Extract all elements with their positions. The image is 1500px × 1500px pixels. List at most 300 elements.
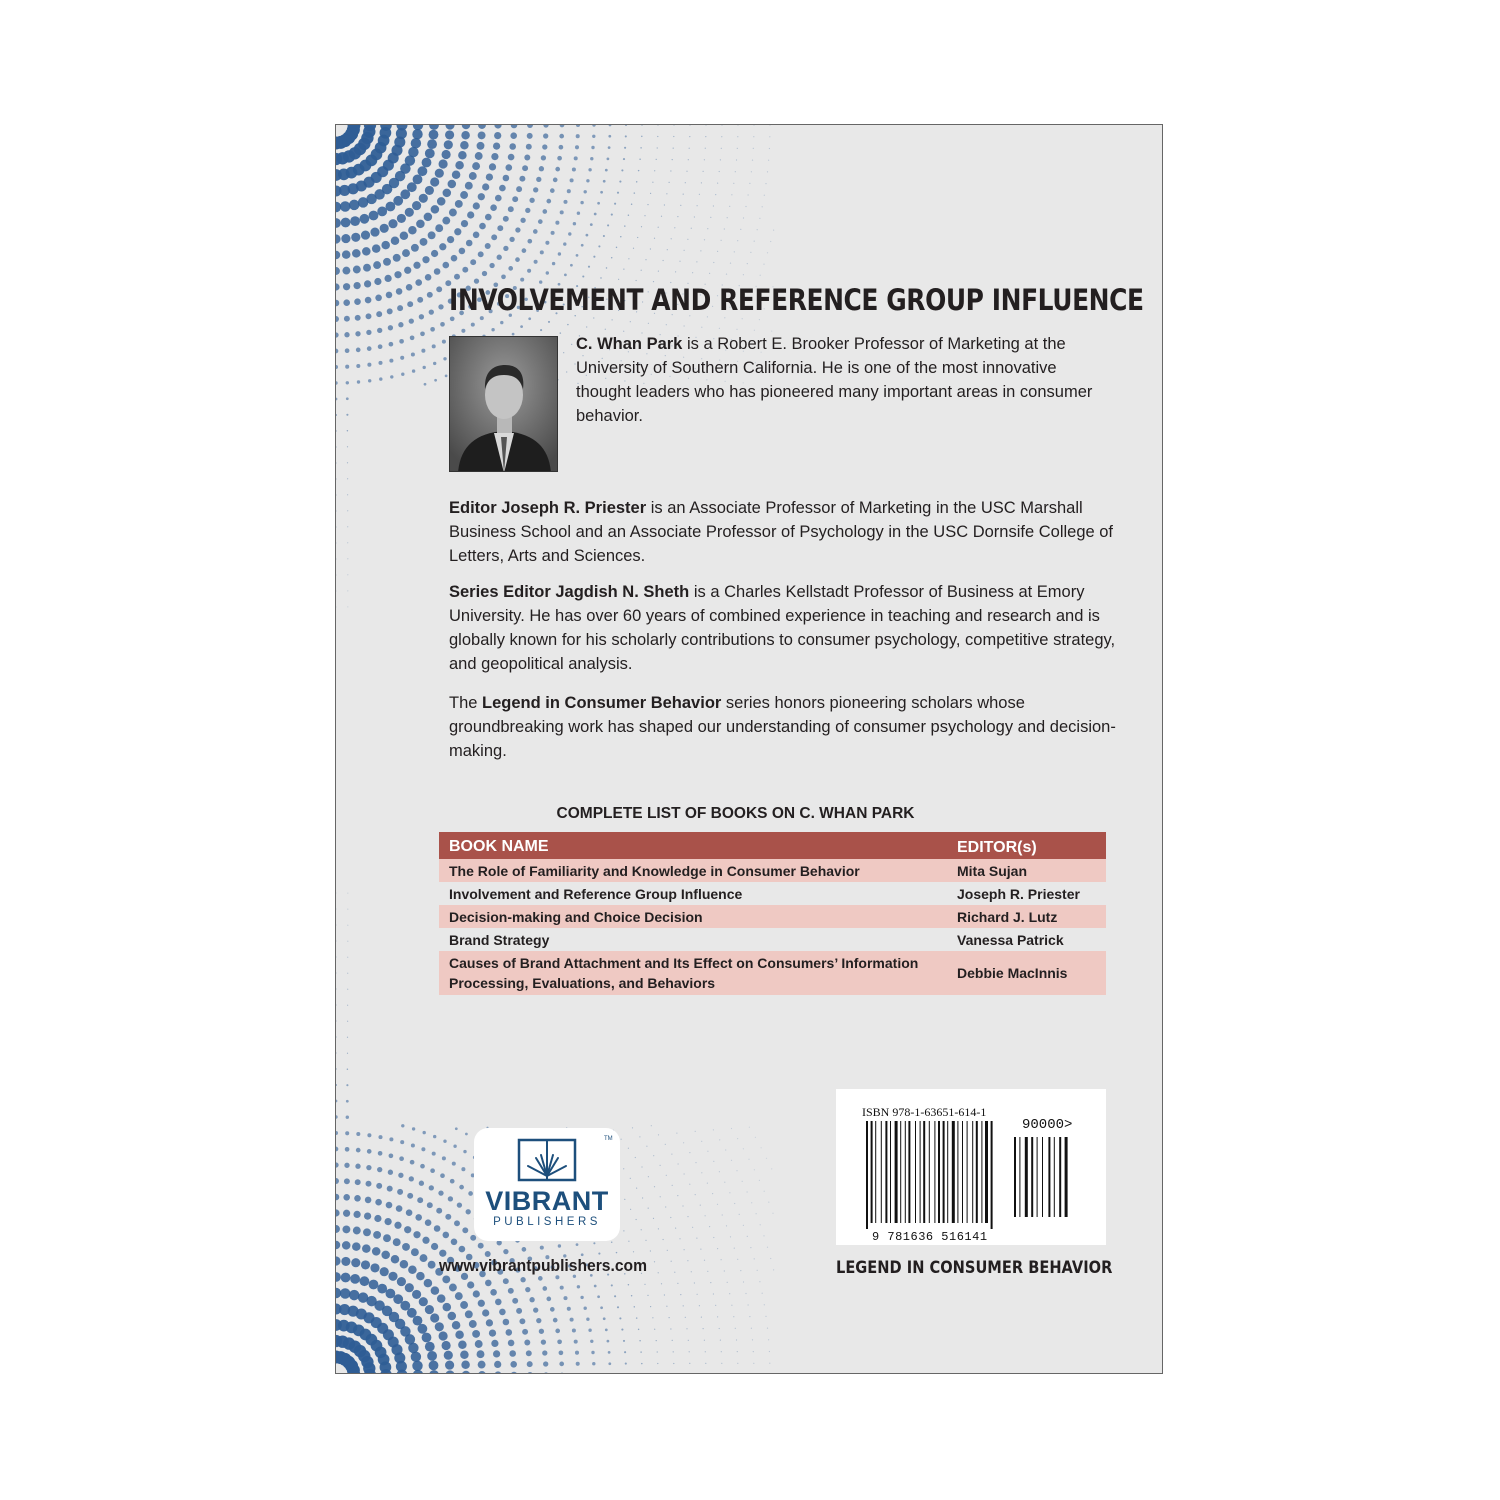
halftone-dot: [737, 125, 738, 126]
halftone-dot: [752, 160, 753, 161]
halftone-dot: [336, 558, 337, 559]
halftone-dot: [743, 1281, 744, 1282]
halftone-dot: [387, 308, 393, 314]
halftone-dot: [491, 153, 498, 160]
halftone-dot: [429, 309, 434, 314]
halftone-dot: [709, 1226, 710, 1227]
halftone-dot: [657, 125, 658, 126]
halftone-dot: [611, 214, 613, 216]
halftone-dot: [336, 606, 337, 607]
halftone-dot: [750, 1247, 751, 1248]
series-editor-name: Series Editor Jagdish N. Sheth: [449, 583, 690, 601]
halftone-dot: [731, 1305, 732, 1306]
halftone-dot: [399, 339, 404, 344]
halftone-dot: [425, 149, 435, 159]
barcode-addon-bar: [1014, 1137, 1016, 1217]
halftone-dot: [628, 214, 629, 215]
halftone-dot: [380, 1267, 389, 1276]
halftone-dot: [754, 330, 755, 331]
halftone-dot: [654, 170, 655, 171]
halftone-dot: [737, 1259, 738, 1260]
halftone-dot: [559, 1362, 564, 1367]
halftone-dot: [594, 1285, 597, 1288]
halftone-dot: [726, 274, 727, 275]
halftone-dot: [605, 169, 608, 172]
halftone-dot: [769, 125, 770, 126]
halftone-dot: [603, 180, 606, 183]
halftone-dot: [363, 264, 371, 272]
halftone-dot: [527, 269, 531, 273]
halftone-dot: [439, 1331, 448, 1340]
halftone-dot: [347, 909, 348, 910]
halftone-dot: [713, 1161, 714, 1162]
publisher-website: www.vibrantpublishers.com: [439, 1256, 648, 1275]
halftone-dot: [350, 1274, 360, 1284]
halftone-dot: [336, 1162, 339, 1167]
halftone-dot: [701, 182, 702, 183]
book-name-cell: Causes of Brand Attachment and Its Effect on Consumers’ Information Processing, Evaluations, and Behaviors: [449, 955, 919, 991]
halftone-dot: [600, 277, 601, 278]
halftone-dot: [499, 1309, 506, 1316]
halftone-dot: [336, 446, 337, 447]
halftone-dot: [412, 201, 421, 210]
halftone-dot: [641, 125, 642, 126]
halftone-dot: [448, 180, 457, 189]
halftone-dot: [506, 164, 513, 171]
halftone-dot: [466, 240, 473, 247]
halftone-dot: [336, 1036, 337, 1037]
barcode-bar: [976, 1121, 978, 1223]
halftone-dot: [727, 217, 728, 218]
halftone-dot: [347, 430, 348, 431]
halftone-dot: [725, 1149, 726, 1150]
halftone-dot: [641, 1229, 642, 1230]
halftone-dot: [617, 192, 619, 194]
halftone-dot: [730, 263, 731, 264]
halftone-dot: [442, 1156, 446, 1160]
halftone-dot: [630, 1178, 631, 1179]
halftone-dot: [743, 1225, 744, 1226]
halftone-dot: [400, 232, 409, 241]
halftone-dot: [640, 1351, 641, 1352]
halftone-dot: [685, 1317, 686, 1318]
halftone-dot: [592, 125, 595, 127]
halftone-dot: [490, 204, 497, 211]
halftone-dot: [406, 284, 413, 291]
book-name-cell: Decision-making and Choice Decision: [449, 908, 703, 925]
halftone-dot: [700, 250, 701, 251]
halftone-dot: [760, 1224, 761, 1225]
series-blurb-name: Legend in Consumer Behavior: [482, 694, 722, 712]
halftone-dot: [771, 1168, 772, 1169]
halftone-dot: [360, 214, 370, 224]
halftone-dot: [442, 217, 450, 225]
halftone-dot: [628, 258, 629, 259]
halftone-dot: [417, 1197, 423, 1203]
halftone-dot: [580, 201, 583, 204]
halftone-dot: [624, 1351, 626, 1353]
halftone-dot: [527, 125, 533, 128]
halftone-dot: [541, 1339, 546, 1344]
halftone-dot: [672, 1185, 673, 1186]
series-blurb-text: series honors pioneering scholars whose groundbreaking work has shaped our understanding of consumer psychology and decision-making.: [449, 694, 1116, 760]
halftone-dot: [419, 1297, 428, 1306]
halftone-dot: [428, 1261, 436, 1269]
halftone-dot: [423, 1131, 426, 1134]
halftone-dot: [529, 1297, 534, 1302]
halftone-dot: [705, 136, 706, 137]
halftone-dot: [684, 1173, 685, 1174]
halftone-dot: [376, 311, 382, 317]
halftone-dot: [393, 1238, 401, 1246]
halftone-dot: [533, 187, 538, 192]
halftone-dot: [665, 1206, 666, 1207]
halftone-dot: [360, 1276, 370, 1286]
halftone-dot: [700, 1205, 701, 1206]
halftone-dot: [576, 1243, 579, 1246]
halftone-dot: [366, 313, 372, 319]
halftone-dot: [336, 283, 340, 290]
halftone-dot: [654, 1186, 655, 1187]
halftone-dot: [542, 1350, 547, 1355]
halftone-dot: [759, 319, 760, 320]
halftone-dot: [411, 352, 415, 356]
halftone-dot: [429, 1361, 439, 1371]
halftone-dot: [429, 1185, 434, 1190]
halftone-dot: [692, 1227, 693, 1228]
halftone-dot: [742, 318, 743, 319]
halftone-dot: [717, 1248, 718, 1249]
halftone-dot: [475, 152, 483, 160]
halftone-dot: [367, 363, 371, 367]
halftone-dot: [448, 1312, 457, 1321]
publisher-name: VIBRANT: [485, 1186, 609, 1216]
halftone-dot: [769, 1351, 770, 1352]
halftone-dot: [683, 194, 684, 195]
halftone-dot: [347, 925, 348, 926]
halftone-dot: [648, 323, 649, 324]
halftone-dot: [411, 1143, 415, 1147]
halftone-dot: [462, 1371, 471, 1374]
halftone-dot: [542, 144, 547, 149]
halftone-dot: [527, 1372, 533, 1374]
halftone-dot: [623, 269, 624, 270]
halftone-dot: [442, 1275, 450, 1283]
halftone-dot: [546, 1297, 551, 1302]
halftone-dot: [737, 1363, 738, 1364]
halftone-dot: [336, 1100, 337, 1103]
series-editor-bio: [449, 580, 1119, 676]
halftone-dot: [347, 462, 348, 463]
halftone-dot: [418, 1324, 428, 1334]
halftone-dot: [354, 1195, 361, 1202]
halftone-dot: [358, 197, 368, 207]
halftone-dot: [751, 171, 752, 172]
halftone-dot: [597, 1295, 600, 1298]
halftone-dot: [713, 1129, 714, 1130]
halftone-dot: [684, 325, 685, 326]
halftone-dot: [584, 190, 587, 193]
halftone-dot: [752, 1339, 753, 1340]
halftone-dot: [460, 141, 469, 150]
halftone-dot: [336, 1288, 341, 1298]
halftone-dot: [485, 1280, 492, 1287]
halftone-dot: [366, 1165, 371, 1170]
halftone-dot: [412, 369, 415, 372]
halftone-dot: [472, 1330, 480, 1338]
halftone-dot: [455, 161, 464, 170]
halftone-dot: [460, 1350, 469, 1359]
halftone-dot: [336, 526, 337, 527]
halftone-dot: [478, 251, 484, 257]
halftone-dot: [731, 194, 732, 195]
halftone-dot: [526, 144, 532, 150]
halftone-dot: [586, 179, 589, 182]
table-row: [439, 951, 1106, 995]
halftone-dot: [444, 140, 453, 149]
barcode-bar: [962, 1121, 963, 1223]
halftone-dot: [576, 134, 580, 138]
halftone-dot: [336, 1178, 339, 1184]
halftone-dot: [689, 148, 690, 149]
halftone-dot: [651, 1125, 652, 1126]
halftone-dot: [673, 1363, 674, 1364]
halftone-dot: [455, 200, 463, 208]
halftone-dot: [473, 232, 480, 239]
halftone-dot: [389, 342, 394, 347]
halftone-dot: [363, 1228, 371, 1236]
halftone-dot: [463, 1150, 466, 1153]
halftone-dot: [623, 1230, 624, 1231]
halftone-dot: [577, 1285, 580, 1288]
halftone-dot: [442, 340, 446, 344]
halftone-dot: [682, 1205, 683, 1206]
halftone-dot: [383, 258, 391, 266]
halftone-dot: [628, 1284, 629, 1285]
halftone-dot: [707, 1151, 708, 1152]
halftone-dot: [674, 1272, 675, 1273]
barcode-bar: [947, 1121, 948, 1223]
halftone-dot: [754, 1169, 755, 1170]
halftone-dot: [478, 1300, 485, 1307]
halftone-dot: [650, 248, 651, 249]
barcode-bar: [895, 1121, 898, 1223]
halftone-dot: [608, 135, 611, 138]
halftone-dot: [671, 238, 672, 239]
halftone-dot: [550, 1307, 555, 1312]
halftone-dot: [364, 1212, 371, 1219]
halftone-dot: [442, 150, 451, 159]
halftone-dot: [362, 247, 371, 256]
halftone-dot: [425, 1219, 432, 1226]
halftone-dot: [663, 260, 664, 261]
halftone-dot: [411, 138, 421, 148]
book-back-cover: [335, 124, 1163, 1374]
barcode-addon-bar: [1042, 1137, 1043, 1217]
halftone-dot: [689, 1184, 690, 1185]
halftone-dot: [677, 1195, 678, 1196]
halftone-dot: [407, 301, 413, 307]
halftone-dot: [539, 166, 544, 171]
halftone-dot: [608, 1351, 611, 1354]
halftone-dot: [658, 1134, 659, 1135]
barcode-bar: [929, 1121, 930, 1223]
halftone-dot: [660, 1165, 661, 1166]
halftone-dot: [366, 330, 371, 335]
halftone-dot: [366, 1181, 372, 1187]
halftone-dot: [485, 214, 492, 221]
halftone-dot: [721, 125, 722, 126]
halftone-dot: [520, 278, 524, 282]
halftone-dot: [590, 1340, 593, 1343]
halftone-dot: [713, 1237, 714, 1238]
halftone-dot: [548, 321, 550, 323]
halftone-dot: [729, 206, 730, 207]
halftone-dot: [669, 1317, 670, 1318]
halftone-dot: [756, 1213, 757, 1214]
halftone-dot: [705, 148, 706, 149]
halftone-dot: [346, 1084, 348, 1086]
halftone-dot: [648, 1176, 649, 1177]
barcode-bar: [967, 1121, 968, 1223]
halftone-dot: [347, 606, 348, 607]
halftone-dot: [402, 1243, 410, 1251]
halftone-dot: [683, 1305, 684, 1306]
halftone-dot: [509, 143, 516, 150]
halftone-dot: [611, 257, 612, 258]
author-bio: [576, 332, 1096, 428]
halftone-dot: [724, 228, 725, 229]
halftone-dot: [680, 1294, 681, 1295]
halftone-dot: [680, 205, 681, 206]
halftone-dot: [454, 1220, 460, 1226]
halftone-dot: [336, 940, 337, 941]
halftone-dot: [336, 1256, 341, 1265]
halftone-dot: [650, 1306, 651, 1307]
halftone-dot: [617, 1306, 619, 1308]
halftone-dot: [347, 542, 348, 543]
halftone-dot: [534, 260, 538, 264]
halftone-dot: [765, 183, 766, 184]
halftone-dot: [705, 125, 706, 126]
halftone-dot: [713, 1293, 714, 1294]
halftone-dot: [454, 228, 461, 235]
halftone-dot: [429, 130, 439, 140]
halftone-dot: [336, 1068, 337, 1069]
halftone-dot: [704, 239, 705, 240]
halftone-dot: [352, 249, 361, 258]
halftone-dot: [508, 1340, 515, 1347]
halftone-dot: [373, 261, 381, 269]
halftone-dot: [419, 314, 424, 319]
halftone-dot: [710, 217, 711, 218]
halftone-dot: [734, 251, 735, 252]
halftone-dot: [468, 1191, 473, 1196]
halftone-dot: [671, 1154, 672, 1155]
halftone-dot: [747, 1191, 748, 1192]
barcode-bar: [866, 1121, 868, 1229]
halftone-dot: [567, 324, 568, 325]
halftone-dot: [501, 274, 506, 279]
halftone-dot: [701, 1317, 702, 1318]
halftone-dot: [406, 1209, 413, 1216]
halftone-dot: [614, 203, 616, 205]
halftone-dot: [538, 219, 543, 224]
halftone-dot: [443, 189, 452, 198]
halftone-dot: [691, 1271, 692, 1272]
halftone-dot: [411, 244, 419, 252]
halftone-dot: [336, 316, 339, 322]
barcode-bar: [908, 1121, 910, 1223]
halftone-dot: [559, 134, 564, 139]
halftone-dot: [460, 191, 468, 199]
halftone-dot: [467, 1281, 474, 1288]
halftone-dot: [705, 1351, 706, 1352]
halftone-dot: [343, 283, 350, 290]
halftone-dot: [347, 590, 348, 591]
halftone-dot: [658, 227, 659, 228]
barcode-bar: [981, 1121, 982, 1223]
halftone-dot: [347, 558, 348, 559]
barcode-addon-bar: [1031, 1137, 1033, 1217]
halftone-dot: [367, 346, 372, 351]
halftone-dot: [661, 1283, 662, 1284]
halftone-dot: [345, 365, 349, 369]
halftone-dot: [416, 220, 425, 229]
halftone-dot: [767, 252, 768, 253]
halftone-dot: [543, 125, 548, 128]
halftone-dot: [527, 133, 533, 139]
halftone-dot: [607, 158, 610, 161]
halftone-dot: [508, 1288, 514, 1294]
halftone-dot: [697, 205, 698, 206]
halftone-dot: [424, 383, 427, 386]
barcode-addon-bar: [1054, 1137, 1055, 1217]
halftone-dot: [563, 1296, 567, 1300]
book-list-title: COMPLETE LIST OF BOOKS ON C. WHAN PARK: [556, 805, 915, 822]
halftone-dot: [459, 1246, 466, 1253]
halftone-dot: [336, 510, 337, 511]
halftone-dot: [624, 147, 626, 149]
halftone-dot: [516, 1308, 522, 1314]
halftone-dot: [724, 1182, 725, 1183]
halftone-dot: [380, 224, 389, 233]
halftone-dot: [633, 248, 634, 249]
halftone-dot: [671, 1261, 672, 1262]
barcode-bar: [952, 1121, 955, 1223]
halftone-dot: [412, 129, 422, 139]
halftone-dot: [609, 125, 612, 126]
halftone-dot: [445, 375, 448, 378]
halftone-dot: [559, 1350, 564, 1355]
halftone-dot: [347, 973, 348, 974]
halftone-dot: [349, 1290, 359, 1300]
halftone-dot: [624, 1199, 625, 1200]
halftone-dot: [557, 156, 562, 161]
halftone-dot: [574, 1340, 578, 1344]
halftone-dot: [407, 1193, 413, 1199]
halftone-dot: [495, 1299, 502, 1306]
halftone-dot: [707, 228, 708, 229]
halftone-dot: [644, 215, 645, 216]
halftone-dot: [489, 1329, 496, 1336]
halftone-dot: [631, 1295, 632, 1296]
halftone-dot: [673, 148, 674, 149]
halftone-dot: [394, 271, 401, 278]
halftone-dot: [634, 192, 635, 193]
halftone-dot: [450, 316, 455, 321]
halftone-dot: [424, 1279, 433, 1288]
